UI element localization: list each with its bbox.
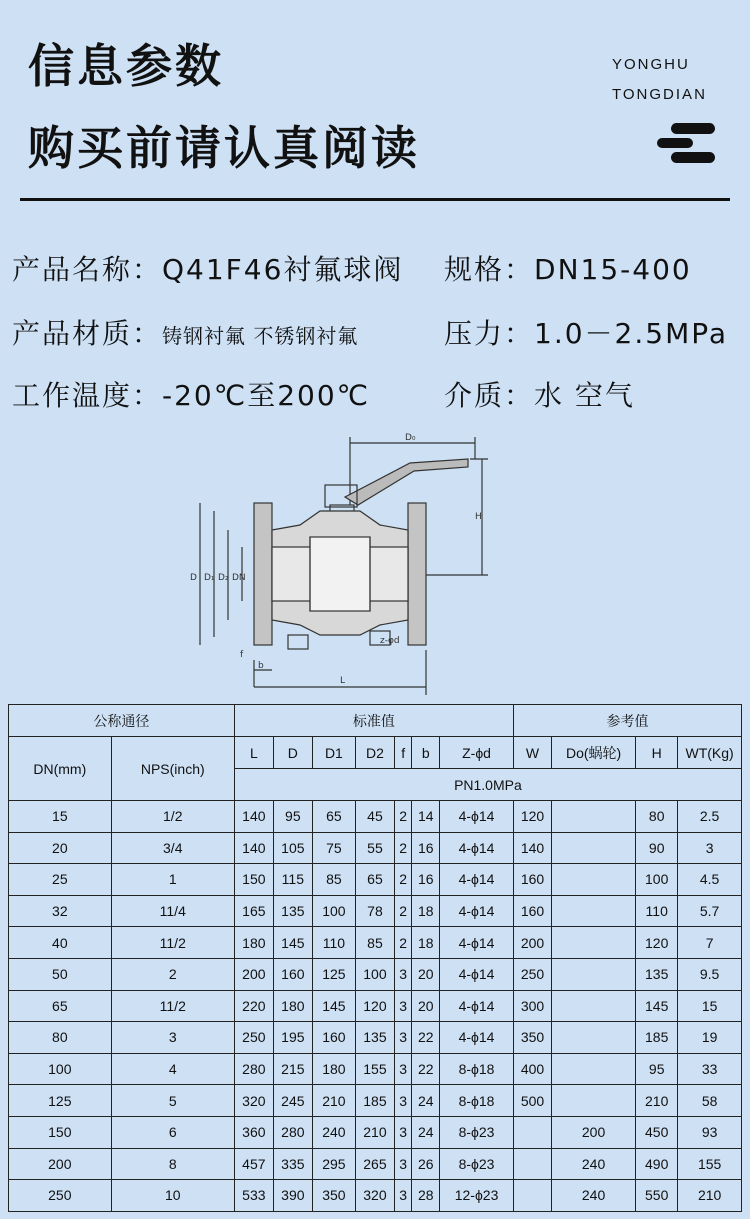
table-cell: 65 bbox=[312, 801, 355, 833]
table-cell: 210 bbox=[312, 1085, 355, 1117]
brand-name-line2: TONGDIAN bbox=[612, 86, 707, 103]
table-cell: 185 bbox=[636, 1022, 678, 1054]
table-cell: 195 bbox=[273, 1022, 312, 1054]
table-cell: 100 bbox=[9, 1053, 112, 1085]
table-cell bbox=[551, 864, 635, 896]
col-header-d2: D2 bbox=[355, 737, 394, 769]
table-cell: 3 bbox=[394, 1022, 411, 1054]
table-cell: 250 bbox=[514, 958, 552, 990]
table-cell: 20 bbox=[412, 958, 440, 990]
table-cell: 8-ϕ18 bbox=[440, 1053, 514, 1085]
table-cell: 5 bbox=[111, 1085, 234, 1117]
table-cell: 18 bbox=[412, 895, 440, 927]
table-cell: 8-ϕ23 bbox=[440, 1148, 514, 1180]
spec-value: 水 空气 bbox=[534, 379, 635, 412]
dim-label-h: H bbox=[475, 512, 482, 522]
table-cell: 145 bbox=[273, 927, 312, 959]
table-cell: 75 bbox=[312, 832, 355, 864]
table-cell: 145 bbox=[636, 990, 678, 1022]
table-cell: 3 bbox=[394, 1180, 411, 1212]
table-cell bbox=[551, 895, 635, 927]
table-cell: 320 bbox=[355, 1180, 394, 1212]
table-cell: 3 bbox=[394, 958, 411, 990]
table-cell: 3 bbox=[394, 1116, 411, 1148]
dim-label-d1: D₁ bbox=[204, 573, 215, 583]
table-cell: 6 bbox=[111, 1116, 234, 1148]
col-header-l: L bbox=[234, 737, 273, 769]
table-cell: 14 bbox=[412, 801, 440, 833]
table-cell: 125 bbox=[9, 1085, 112, 1117]
table-cell: 160 bbox=[273, 958, 312, 990]
table-cell: 11/2 bbox=[111, 927, 234, 959]
table-cell: 11/2 bbox=[111, 990, 234, 1022]
table-cell: 160 bbox=[514, 895, 552, 927]
col-header-z: Z-ϕd bbox=[440, 737, 514, 769]
table-cell: 10 bbox=[111, 1180, 234, 1212]
spec-pressure bbox=[444, 312, 728, 352]
dim-label-d0: D₀ bbox=[405, 433, 416, 443]
table-cell: 265 bbox=[355, 1148, 394, 1180]
table-cell bbox=[514, 1148, 552, 1180]
table-cell: 350 bbox=[312, 1180, 355, 1212]
table-cell: 105 bbox=[273, 832, 312, 864]
spec-temperature bbox=[12, 374, 370, 414]
table-cell: 22 bbox=[412, 1022, 440, 1054]
table-cell: 280 bbox=[234, 1053, 273, 1085]
table-cell: 12-ϕ23 bbox=[440, 1180, 514, 1212]
table-cell: 360 bbox=[234, 1116, 273, 1148]
table-cell: 210 bbox=[636, 1085, 678, 1117]
table-row bbox=[9, 1148, 742, 1180]
table-row bbox=[9, 864, 742, 896]
table-cell bbox=[551, 1085, 635, 1117]
table-cell: 140 bbox=[234, 832, 273, 864]
table-cell: 20 bbox=[9, 832, 112, 864]
dim-label-b: b bbox=[258, 661, 264, 671]
table-cell: 4-ϕ14 bbox=[440, 927, 514, 959]
table-cell: 165 bbox=[234, 895, 273, 927]
table-cell: 16 bbox=[412, 864, 440, 896]
table-cell: 400 bbox=[514, 1053, 552, 1085]
table-cell: 2 bbox=[394, 832, 411, 864]
table-cell: 490 bbox=[636, 1148, 678, 1180]
table-cell bbox=[551, 1053, 635, 1085]
table-cell bbox=[551, 990, 635, 1022]
spec-label: 产品材质： bbox=[12, 317, 163, 350]
table-row bbox=[9, 1085, 742, 1117]
spec-label: 工作温度： bbox=[12, 379, 163, 412]
table-cell: 1 bbox=[111, 864, 234, 896]
table-cell: 145 bbox=[312, 990, 355, 1022]
table-cell: 100 bbox=[312, 895, 355, 927]
table-cell: 25 bbox=[9, 864, 112, 896]
table-cell: 40 bbox=[9, 927, 112, 959]
table-cell: 135 bbox=[355, 1022, 394, 1054]
spec-value: 铸钢衬氟 不锈钢衬氟 bbox=[162, 324, 359, 348]
valve-drawing bbox=[170, 425, 510, 705]
table-cell bbox=[551, 958, 635, 990]
table-cell: 110 bbox=[312, 927, 355, 959]
table-cell: 280 bbox=[273, 1116, 312, 1148]
table-cell: 4-ϕ14 bbox=[440, 1022, 514, 1054]
table-cell: 390 bbox=[273, 1180, 312, 1212]
table-cell: 500 bbox=[514, 1085, 552, 1117]
spec-size bbox=[444, 248, 692, 288]
col-header-w: W bbox=[514, 737, 552, 769]
table-cell: 135 bbox=[273, 895, 312, 927]
table-cell: 300 bbox=[514, 990, 552, 1022]
table-cell: 58 bbox=[678, 1085, 742, 1117]
table-cell: 200 bbox=[234, 958, 273, 990]
table-cell: 2.5 bbox=[678, 801, 742, 833]
col-header-b: b bbox=[412, 737, 440, 769]
brand-logo-icon bbox=[657, 121, 717, 167]
col-header-h: H bbox=[636, 737, 678, 769]
dim-label-f: f bbox=[240, 650, 244, 660]
table-cell: 450 bbox=[636, 1116, 678, 1148]
table-cell: 80 bbox=[9, 1022, 112, 1054]
spec-value: Q41F46衬氟球阀 bbox=[162, 253, 404, 286]
table-cell: 2 bbox=[394, 895, 411, 927]
table-cell: 2 bbox=[394, 864, 411, 896]
table-cell bbox=[551, 832, 635, 864]
brand-name bbox=[612, 50, 732, 110]
spec-material bbox=[12, 312, 358, 352]
table-cell: 140 bbox=[514, 832, 552, 864]
col-header-wt: WT(Kg) bbox=[678, 737, 742, 769]
table-cell: 200 bbox=[514, 927, 552, 959]
table-cell: 200 bbox=[9, 1148, 112, 1180]
table-cell: 3/4 bbox=[111, 832, 234, 864]
table-cell: 26 bbox=[412, 1148, 440, 1180]
table-cell: 155 bbox=[355, 1053, 394, 1085]
table-cell: 100 bbox=[355, 958, 394, 990]
table-cell: 4 bbox=[111, 1053, 234, 1085]
dim-label-d: D bbox=[190, 573, 197, 583]
table-row bbox=[9, 990, 742, 1022]
header-standard: 标准值 bbox=[234, 705, 513, 737]
table-cell: 185 bbox=[355, 1085, 394, 1117]
table-cell: 3 bbox=[394, 1148, 411, 1180]
dim-label-l: L bbox=[340, 676, 346, 686]
table-cell bbox=[551, 801, 635, 833]
table-cell: 19 bbox=[678, 1022, 742, 1054]
table-cell: 24 bbox=[412, 1085, 440, 1117]
table-cell: 11/4 bbox=[111, 895, 234, 927]
table-cell: 160 bbox=[312, 1022, 355, 1054]
header-nominal: 公称通径 bbox=[9, 705, 235, 737]
page-title: 信息参数 bbox=[28, 39, 224, 93]
table-row bbox=[9, 1022, 742, 1054]
page-subtitle: 购买前请认真阅读 bbox=[28, 121, 420, 175]
table-cell: 8 bbox=[111, 1148, 234, 1180]
table-cell: 80 bbox=[636, 801, 678, 833]
table-cell: 95 bbox=[636, 1053, 678, 1085]
table-cell bbox=[551, 927, 635, 959]
table-cell: 4-ϕ14 bbox=[440, 864, 514, 896]
table-cell: 457 bbox=[234, 1148, 273, 1180]
table-cell bbox=[514, 1116, 552, 1148]
table-cell: 5.7 bbox=[678, 895, 742, 927]
table-cell: 120 bbox=[355, 990, 394, 1022]
spec-value: DN15-400 bbox=[534, 253, 692, 286]
spec-product-name bbox=[12, 248, 403, 288]
table-cell: 250 bbox=[9, 1180, 112, 1212]
table-cell: 8-ϕ18 bbox=[440, 1085, 514, 1117]
table-cell: 95 bbox=[273, 801, 312, 833]
table-cell: 4.5 bbox=[678, 864, 742, 896]
col-header-d1: D1 bbox=[312, 737, 355, 769]
table-cell: 155 bbox=[678, 1148, 742, 1180]
table-cell: 16 bbox=[412, 832, 440, 864]
table-cell: 18 bbox=[412, 927, 440, 959]
brand-name-line1: YONGHU bbox=[612, 56, 690, 73]
spec-medium bbox=[444, 374, 635, 414]
table-cell: 4-ϕ14 bbox=[440, 990, 514, 1022]
table-row bbox=[9, 958, 742, 990]
table-cell: 7 bbox=[678, 927, 742, 959]
table-row bbox=[9, 832, 742, 864]
table-row bbox=[9, 927, 742, 959]
table-cell: 15 bbox=[678, 990, 742, 1022]
table-cell: 15 bbox=[9, 801, 112, 833]
table-cell: 3 bbox=[394, 1053, 411, 1085]
col-header-nps: NPS(inch) bbox=[111, 737, 234, 801]
table-cell: 120 bbox=[636, 927, 678, 959]
table-cell: 250 bbox=[234, 1022, 273, 1054]
spec-label: 压力： bbox=[444, 317, 535, 350]
table-cell bbox=[551, 1022, 635, 1054]
spec-label: 介质： bbox=[444, 379, 535, 412]
table-cell: 2 bbox=[394, 801, 411, 833]
spec-table bbox=[8, 704, 742, 1212]
col-header-do: Do(蜗轮) bbox=[551, 737, 635, 769]
table-cell: 240 bbox=[551, 1148, 635, 1180]
table-cell bbox=[514, 1180, 552, 1212]
table-cell: 93 bbox=[678, 1116, 742, 1148]
pressure-class: PN1.0MPa bbox=[234, 769, 741, 801]
table-row bbox=[9, 1180, 742, 1212]
table-row bbox=[9, 895, 742, 927]
table-cell: 125 bbox=[312, 958, 355, 990]
table-cell: 85 bbox=[355, 927, 394, 959]
table-cell: 33 bbox=[678, 1053, 742, 1085]
dim-label-z: z-φd bbox=[380, 636, 400, 646]
table-cell: 350 bbox=[514, 1022, 552, 1054]
table-cell: 100 bbox=[636, 864, 678, 896]
table-cell: 3 bbox=[678, 832, 742, 864]
spec-label: 规格： bbox=[444, 253, 535, 286]
dim-label-dn: DN bbox=[232, 573, 246, 583]
table-cell: 150 bbox=[234, 864, 273, 896]
table-cell: 245 bbox=[273, 1085, 312, 1117]
table-cell: 78 bbox=[355, 895, 394, 927]
table-cell: 210 bbox=[678, 1180, 742, 1212]
spec-value: 1.0－2.5MPa bbox=[534, 317, 729, 350]
table-cell: 3 bbox=[394, 1085, 411, 1117]
table-cell: 4-ϕ14 bbox=[440, 832, 514, 864]
table-cell: 22 bbox=[412, 1053, 440, 1085]
table-cell: 4-ϕ14 bbox=[440, 958, 514, 990]
table-cell: 180 bbox=[312, 1053, 355, 1085]
table-row bbox=[9, 801, 742, 833]
table-cell: 110 bbox=[636, 895, 678, 927]
table-cell: 2 bbox=[394, 927, 411, 959]
table-cell: 90 bbox=[636, 832, 678, 864]
table-row bbox=[9, 1053, 742, 1085]
table-cell: 2 bbox=[111, 958, 234, 990]
table-cell: 533 bbox=[234, 1180, 273, 1212]
spec-value: -20℃至200℃ bbox=[162, 379, 371, 412]
table-cell: 1/2 bbox=[111, 801, 234, 833]
table-cell: 55 bbox=[355, 832, 394, 864]
table-cell: 65 bbox=[355, 864, 394, 896]
table-cell: 45 bbox=[355, 801, 394, 833]
table-cell: 32 bbox=[9, 895, 112, 927]
table-cell: 4-ϕ14 bbox=[440, 895, 514, 927]
table-cell: 28 bbox=[412, 1180, 440, 1212]
dim-label-d2: D₂ bbox=[218, 573, 229, 583]
header-divider bbox=[20, 198, 730, 201]
table-cell: 220 bbox=[234, 990, 273, 1022]
table-cell: 210 bbox=[355, 1116, 394, 1148]
table-cell: 50 bbox=[9, 958, 112, 990]
table-cell: 135 bbox=[636, 958, 678, 990]
table-cell: 65 bbox=[9, 990, 112, 1022]
table-cell: 20 bbox=[412, 990, 440, 1022]
header-reference: 参考值 bbox=[514, 705, 742, 737]
table-cell: 320 bbox=[234, 1085, 273, 1117]
table-cell: 215 bbox=[273, 1053, 312, 1085]
col-header-f: f bbox=[394, 737, 411, 769]
table-cell: 8-ϕ23 bbox=[440, 1116, 514, 1148]
table-cell: 550 bbox=[636, 1180, 678, 1212]
table-cell: 200 bbox=[551, 1116, 635, 1148]
table-cell: 120 bbox=[514, 801, 552, 833]
table-cell: 3 bbox=[111, 1022, 234, 1054]
table-cell: 240 bbox=[551, 1180, 635, 1212]
table-cell: 4-ϕ14 bbox=[440, 801, 514, 833]
table-cell: 24 bbox=[412, 1116, 440, 1148]
spec-label: 产品名称： bbox=[12, 253, 163, 286]
table-cell: 240 bbox=[312, 1116, 355, 1148]
table-cell: 3 bbox=[394, 990, 411, 1022]
table-cell: 150 bbox=[9, 1116, 112, 1148]
table-row bbox=[9, 1116, 742, 1148]
table-cell: 160 bbox=[514, 864, 552, 896]
table-cell: 335 bbox=[273, 1148, 312, 1180]
table-cell: 180 bbox=[234, 927, 273, 959]
table-cell: 295 bbox=[312, 1148, 355, 1180]
table-cell: 180 bbox=[273, 990, 312, 1022]
table-cell: 115 bbox=[273, 864, 312, 896]
col-header-dn: DN(mm) bbox=[9, 737, 112, 801]
col-header-d: D bbox=[273, 737, 312, 769]
table-cell: 9.5 bbox=[678, 958, 742, 990]
table-cell: 140 bbox=[234, 801, 273, 833]
table-cell: 85 bbox=[312, 864, 355, 896]
